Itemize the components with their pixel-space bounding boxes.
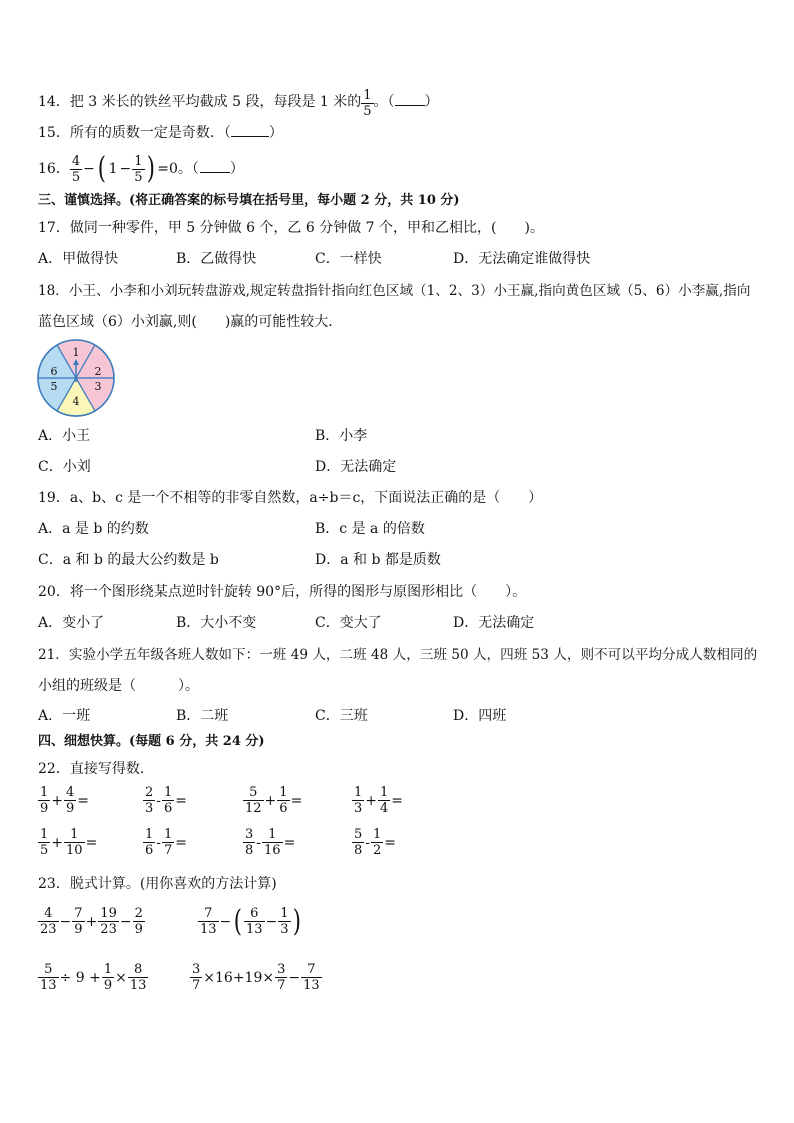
- sector-label-5: 5: [50, 380, 58, 393]
- operator: +: [51, 834, 64, 851]
- fraction: [262, 827, 283, 858]
- frac-den: 5: [40, 843, 49, 858]
- frac-den: 12: [245, 801, 262, 816]
- q14-paren-open: 。（: [373, 94, 395, 110]
- frac-den: 23: [40, 922, 57, 937]
- fraction: [352, 785, 364, 816]
- q19-option-d[interactable]: D．a 和 b 都是质数: [315, 552, 441, 568]
- q22-expression: [143, 827, 188, 858]
- fraction: [143, 827, 155, 858]
- equals-sign: =: [391, 792, 404, 809]
- q19-option-a[interactable]: A．a 是 b 的约数: [38, 521, 149, 537]
- q22-expression: [143, 785, 188, 816]
- right-paren: ): [146, 151, 155, 186]
- q20-option-a[interactable]: A．变小了: [38, 615, 105, 631]
- fraction: [301, 962, 322, 993]
- q17-option-a[interactable]: A．甲做得快: [38, 251, 119, 267]
- fraction: [244, 906, 265, 937]
- fraction: [162, 785, 174, 816]
- fraction: [277, 785, 289, 816]
- frac-num: 1: [354, 785, 363, 800]
- frac-num: 1: [40, 785, 49, 800]
- equals-sign: =: [384, 834, 397, 851]
- frac-den: 13: [303, 978, 320, 993]
- frac-num: 4: [71, 153, 81, 169]
- equals-sign: =: [290, 792, 303, 809]
- sector-label-2: 2: [94, 365, 102, 378]
- fraction: [38, 785, 50, 816]
- section-4-heading: 四、细想快算。(每题 6 分，共 24 分): [38, 734, 265, 749]
- equals-sign: =: [175, 834, 188, 851]
- frac-num: 1: [262, 827, 283, 843]
- fraction: [132, 154, 144, 185]
- fraction: [38, 962, 59, 993]
- frac-num: 1: [145, 827, 154, 842]
- equals-sign: =: [175, 792, 188, 809]
- q18-option-a[interactable]: A．小王: [38, 428, 91, 444]
- q15-text: 所有的质数一定是奇数．（: [69, 125, 231, 141]
- q16-equals: =0。（: [157, 161, 199, 177]
- q18-option-d[interactable]: D．无法确定: [315, 459, 397, 475]
- frac-den: 7: [277, 978, 286, 993]
- operator: −: [265, 913, 278, 930]
- right-paren: ): [292, 903, 301, 939]
- frac-den: 10: [66, 843, 83, 858]
- frac-num: 1: [40, 827, 49, 842]
- sector-label-6: 6: [50, 365, 58, 378]
- frac-den: 7: [192, 978, 201, 993]
- q19-option-b[interactable]: B．c 是 a 的倍数: [315, 521, 425, 537]
- q23-expression-1: [38, 906, 145, 937]
- frac-den: 8: [245, 843, 254, 858]
- fraction: [243, 827, 255, 858]
- q14-number: 14．: [38, 94, 70, 110]
- q20-option-d[interactable]: D．无法确定: [453, 615, 535, 631]
- fraction: [278, 906, 290, 937]
- frac-den: 3: [145, 801, 154, 816]
- frac-den: 9: [66, 801, 75, 816]
- operator: −: [288, 969, 301, 986]
- operator: -: [156, 834, 162, 851]
- frac-den: 13: [246, 922, 263, 937]
- fraction: [98, 906, 119, 937]
- spinner-wheel: [36, 338, 116, 418]
- q19-option-c[interactable]: C．a 和 b 的最大公约数是 b: [38, 552, 219, 568]
- question-14: [38, 88, 439, 119]
- q14-paren-close: ）: [424, 94, 439, 110]
- q19-text: 19．a、b、c 是一个不相等的非零自然数，a÷b＝c，下面说法正确的是（ ）: [38, 490, 543, 506]
- frac-num: 7: [301, 962, 322, 978]
- q17-text: 17．做同一种零件，甲 5 分钟做 6 个，乙 6 分钟做 7 个，甲和乙相比，( )。: [38, 220, 544, 236]
- frac-num: 8: [128, 962, 149, 978]
- fraction: [128, 962, 149, 993]
- frac-den: 9: [134, 922, 143, 937]
- fraction: [190, 962, 202, 993]
- sector-label-3: 3: [94, 380, 102, 393]
- q18-text-line2: 蓝色区域（6）小刘赢,则( )赢的可能性较大．: [38, 314, 343, 330]
- frac-den: 6: [145, 843, 154, 858]
- frac-den: 13: [40, 978, 57, 993]
- fraction: [352, 827, 364, 858]
- frac-den: 7: [164, 843, 173, 858]
- q14-text: 把 3 米长的铁丝平均截成 5 段，每段是 1 米的: [69, 94, 362, 110]
- q18-option-c[interactable]: C．小刘: [38, 459, 91, 475]
- q20-text: 20．将一个图形绕某点逆时针旋转 90°后，所得的图形与原图形相比（ ）。: [38, 584, 527, 600]
- frac-num: 6: [244, 906, 265, 922]
- answer-blank[interactable]: [231, 124, 269, 137]
- frac-den: 3: [280, 922, 289, 937]
- frac-num: 1: [280, 906, 289, 921]
- q15-paren-close: ）: [268, 125, 283, 141]
- frac-num: 3: [192, 962, 201, 977]
- question-16: [38, 152, 244, 186]
- fraction: [243, 785, 264, 816]
- frac-num: 4: [66, 785, 75, 800]
- frac-num: 3: [245, 827, 254, 842]
- frac-num: 3: [277, 962, 286, 977]
- frac-num: 5: [243, 785, 264, 801]
- operator: ×: [115, 969, 127, 986]
- frac-num: 2: [134, 906, 143, 921]
- frac-den: 5: [71, 169, 81, 185]
- left-paren: (: [97, 151, 106, 186]
- fraction: [143, 785, 155, 816]
- q21-option-c[interactable]: C．三班: [315, 708, 368, 724]
- section-3-heading: 三、谨慎选择。(将正确答案的标号填在括号里，每小题 2 分，共 10 分): [38, 193, 460, 208]
- answer-blank[interactable]: [200, 160, 230, 173]
- frac-num: 1: [134, 153, 143, 169]
- fraction: [133, 906, 145, 937]
- q17-option-b[interactable]: B．乙做得快: [176, 251, 257, 267]
- operator: −: [119, 913, 132, 930]
- fraction: [64, 827, 85, 858]
- frac-num: 19: [100, 906, 117, 921]
- q17-option-c[interactable]: C．一样快: [315, 251, 382, 267]
- fraction: [38, 906, 59, 937]
- equals-sign: =: [283, 834, 296, 851]
- equals-sign: =: [77, 792, 90, 809]
- operator: +: [264, 792, 277, 809]
- frac-den: 9: [103, 978, 113, 993]
- number: 1: [108, 161, 118, 177]
- frac-num: 1: [373, 827, 382, 842]
- frac-num: 7: [198, 906, 219, 922]
- frac-num: 1: [164, 785, 173, 800]
- frac-num: 5: [354, 827, 363, 842]
- q14-fraction: [361, 88, 373, 119]
- fraction: [198, 906, 219, 937]
- frac-num: 4: [38, 906, 59, 922]
- q21-option-d[interactable]: D．四班: [453, 708, 507, 724]
- q20-option-b[interactable]: B．大小不变: [176, 615, 257, 631]
- q22-expression: [352, 827, 397, 858]
- operator: ÷ 9 +: [59, 969, 101, 986]
- q21-option-b[interactable]: B．二班: [176, 708, 229, 724]
- q22-title: 22．直接写得数．: [38, 761, 154, 777]
- frac-den: 5: [363, 104, 372, 119]
- sector-label-4: 4: [72, 395, 80, 408]
- q22-expression: [243, 785, 303, 816]
- q21-text-line2: 小组的班级是（ ）。: [38, 678, 199, 694]
- operator: ×16+19×: [203, 969, 275, 986]
- operator: +: [85, 913, 98, 930]
- fraction: [70, 154, 82, 185]
- frac-num: 1: [380, 785, 389, 800]
- q23-expression-3: [38, 962, 148, 993]
- operator: −: [59, 913, 72, 930]
- frac-num: 1: [363, 88, 372, 103]
- q21-option-a[interactable]: A．一班: [38, 708, 91, 724]
- q21-text-line1: 21．实验小学五年级各班人数如下：一班 49 人，二班 48 人，三班 50 人，四班 53 人，则不可以平均分成人数相同的: [38, 647, 758, 663]
- q17-option-d[interactable]: D．无法确定谁做得快: [453, 251, 591, 267]
- fraction: [371, 827, 383, 858]
- q23-expression-2: [198, 903, 302, 939]
- frac-den: 16: [264, 843, 281, 858]
- q18-option-b[interactable]: B．小李: [315, 428, 368, 444]
- fraction: [275, 962, 287, 993]
- minus-sign: −: [119, 161, 132, 177]
- frac-num: 1: [64, 827, 85, 843]
- fraction: [64, 785, 76, 816]
- frac-den: 6: [279, 801, 288, 816]
- q15-number: 15．: [38, 125, 70, 141]
- q23-expression-4: [190, 962, 322, 993]
- frac-den: 6: [164, 801, 173, 816]
- frac-den: 4: [380, 801, 389, 816]
- frac-den: 13: [200, 922, 217, 937]
- operator: -: [256, 834, 262, 851]
- operator: +: [365, 792, 378, 809]
- fraction: [102, 962, 114, 993]
- frac-den: 9: [74, 922, 83, 937]
- q22-expression: [38, 827, 98, 858]
- frac-den: 9: [40, 801, 49, 816]
- frac-den: 13: [129, 978, 147, 993]
- equals-sign: =: [85, 834, 98, 851]
- frac-den: 23: [100, 922, 117, 937]
- operator: +: [51, 792, 64, 809]
- frac-den: 5: [134, 169, 143, 185]
- q16-number: 16．: [38, 161, 70, 177]
- frac-num: 1: [103, 962, 113, 977]
- q23-title: 23．脱式计算。(用你喜欢的方法计算): [38, 876, 277, 892]
- left-paren: (: [234, 903, 243, 939]
- frac-num: 1: [164, 827, 173, 842]
- frac-num: 7: [74, 906, 83, 921]
- fraction: [72, 906, 84, 937]
- q20-option-c[interactable]: C．变大了: [315, 615, 382, 631]
- frac-num: 1: [279, 785, 288, 800]
- frac-den: 2: [373, 843, 382, 858]
- operator: -: [156, 792, 162, 809]
- frac-den: 3: [354, 801, 363, 816]
- q16-paren-close: ）: [229, 161, 244, 177]
- frac-num: 5: [38, 962, 59, 978]
- frac-den: 8: [354, 843, 363, 858]
- minus-sign: −: [83, 161, 95, 177]
- operator: -: [365, 834, 371, 851]
- q18-text-line1: 18．小王、小李和小刘玩转盘游戏,规定转盘指针指向红色区域（1、2、3）小王赢,指向黄色区域（5、6）小李赢,指向: [38, 283, 751, 299]
- q22-expression: [243, 827, 296, 858]
- operator: −: [219, 913, 232, 930]
- q22-expression: [38, 785, 90, 816]
- fraction: [38, 827, 50, 858]
- frac-num: 2: [145, 785, 154, 800]
- sector-label-1: 1: [72, 346, 80, 359]
- fraction: [378, 785, 390, 816]
- fraction: [162, 827, 174, 858]
- q22-expression: [352, 785, 404, 816]
- answer-blank[interactable]: [395, 93, 425, 106]
- question-15: [38, 124, 283, 142]
